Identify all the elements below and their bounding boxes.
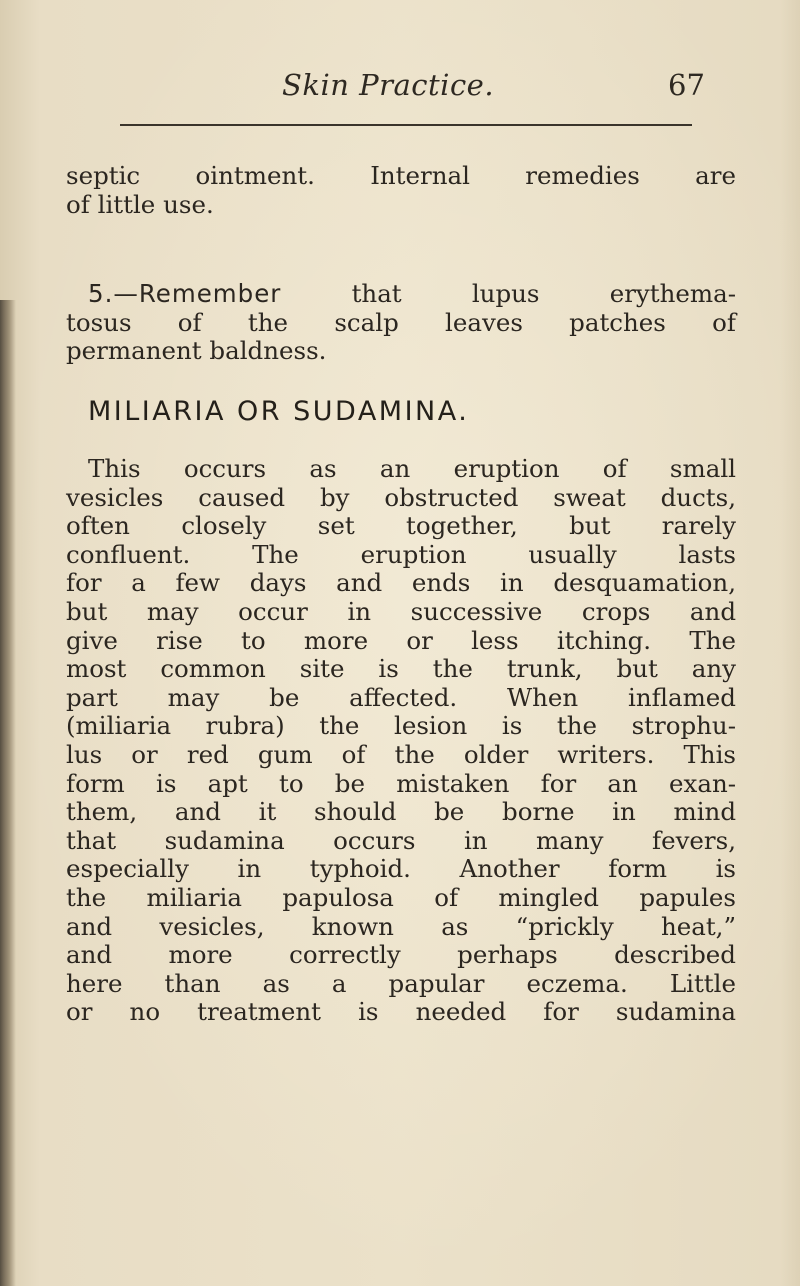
text-line: tosus of the scalp leaves patches of: [66, 307, 736, 337]
text-line: form is apt to be mistaken for an exan-: [66, 768, 736, 798]
text-line: them, and it should be borne in mind: [66, 797, 736, 827]
binding-gutter-shadow: [0, 300, 16, 1286]
paragraph-continuation: [66, 162, 736, 219]
text-line: confluent. The eruption usually lasts: [66, 539, 736, 569]
page-number: 67: [668, 68, 705, 102]
text-line: permanent baldness.: [66, 336, 327, 366]
text-line: the miliaria papulosa of mingled papules: [66, 882, 736, 912]
text-line: often closely set together, but rarely: [66, 511, 736, 541]
section-heading: MILIARIA OR SUDAMINA.: [88, 396, 470, 427]
text-line: This occurs as an eruption of small: [88, 454, 736, 483]
text-line: and more correctly perhaps described: [66, 940, 736, 970]
text-line: lus or red gum of the older writers. This: [66, 739, 736, 769]
text-line: and vesicles, known as “prickly heat,”: [66, 911, 736, 941]
paragraph-rule-5: [66, 280, 736, 366]
text-line: give rise to more or less itching. The: [66, 625, 736, 655]
text-line: that sudamina occurs in many fevers,: [66, 825, 736, 855]
running-title: Skin Practice.: [282, 68, 495, 102]
text-line: septic ointment. Internal remedies are: [66, 161, 736, 190]
text-line: or no treatment is needed for sudamina: [66, 997, 736, 1027]
text-line: but may occur in successive crops and: [66, 596, 736, 626]
text-line: [66, 280, 736, 309]
text-line-rest: that lupus erythema-: [281, 279, 736, 308]
text-line: here than as a papular eczema. Little: [66, 968, 736, 998]
rule-number-lead: 5.—Remember: [88, 279, 282, 308]
text-line: for a few days and ends in desquamation,: [66, 568, 736, 598]
header-rule: [120, 124, 692, 126]
paragraph-miliaria: [66, 455, 736, 1027]
text-line: of little use.: [66, 189, 214, 219]
text-line: part may be affected. When inflamed: [66, 682, 736, 712]
text-line: especially in typhoid. Another form is: [66, 854, 736, 884]
text-line: vesicles caused by obstructed sweat ducts,: [66, 482, 736, 512]
text-line: (miliaria rubra) the lesion is the strophu-: [66, 711, 736, 741]
text-line: most common site is the trunk, but any: [66, 654, 736, 684]
page-header: [0, 68, 800, 108]
